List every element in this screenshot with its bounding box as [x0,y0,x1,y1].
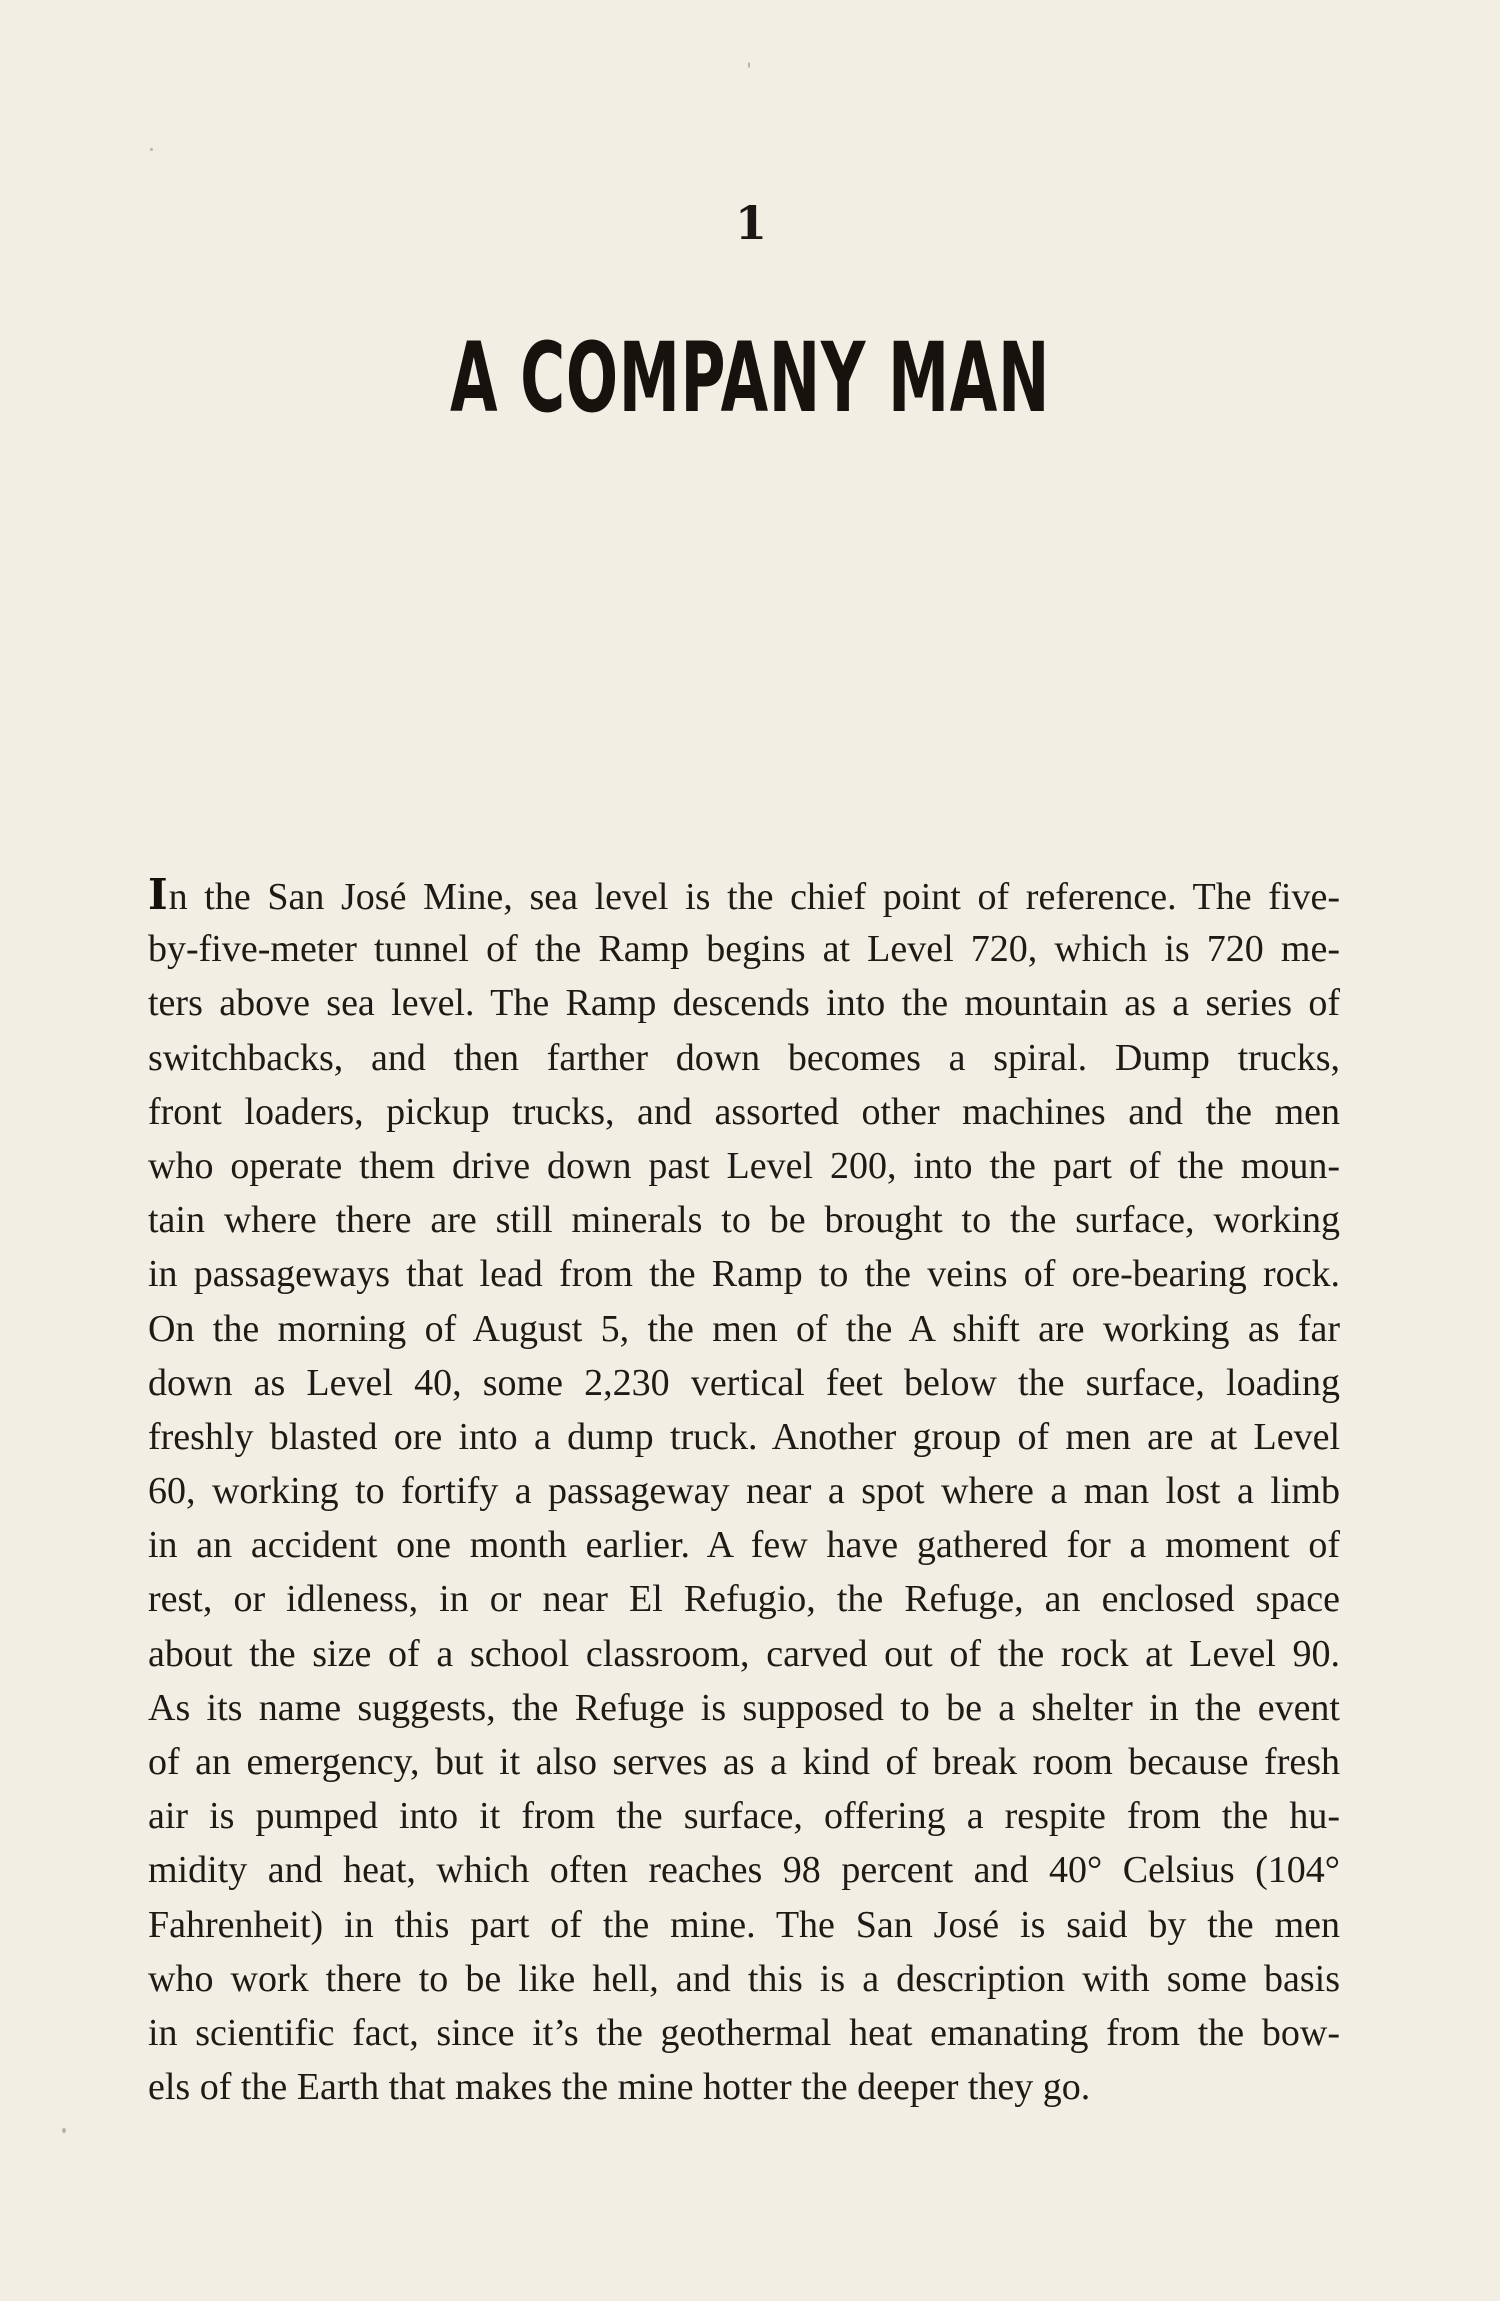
text-line: in scientific fact, since it’s the geothermal heat emanating from the bow- [148,2011,1340,2054]
text-line-1: In the San José Mine, sea level is the chief point of reference. The five- [148,870,1340,919]
text-line: in an accident one month earlier. A few have gathered for a moment of [148,1524,1340,1567]
text-line: about the size of a school classroom, carved out of the rock at Level 90. [148,1632,1340,1675]
text-line: As its name suggests, the Refuge is supposed to be a shelter in the event [148,1686,1340,1729]
text-line: who work there to be like hell, and this is a description with some basis [148,1957,1340,2000]
drop-cap: I [148,870,168,919]
paper-speck [748,62,750,68]
text-line: tain where there are still minerals to be brought to the surface, working [148,1199,1340,1242]
text-line: switchbacks, and then farther down becomes a spiral. Dump trucks, [148,1036,1340,1079]
text-line: of an emergency, but it also serves as a kind of break room because fresh [148,1741,1340,1783]
text-line: who operate them drive down past Level 200, into the part of the moun- [148,1144,1340,1187]
text-line: ters above sea level. The Ramp descends into the mountain as a series of [148,982,1340,1025]
text-line: freshly blasted ore into a dump truck. Another group of men are at Level [148,1415,1340,1458]
text-line: by-five-meter tunnel of the Ramp begins at Level 720, which is 720 me- [148,928,1340,971]
paper-speck [62,2128,66,2133]
text-line: rest, or idleness, in or near El Refugio, the Refuge, an enclosed space [148,1578,1340,1621]
text-line: Fahrenheit) in this part of the mine. The San José is said by the men [148,1903,1340,1946]
text-line: 60, working to fortify a passageway near a spot where a man lost a limb [148,1470,1340,1513]
chapter-title: A COMPANY MAN [449,322,1051,434]
text-line: in passageways that lead from the Ramp to the veins of ore-bearing rock. [148,1253,1340,1296]
text-line: front loaders, pickup trucks, and assorted other machines and the men [148,1090,1340,1133]
text-line: els of the Earth that makes the mine hotter the deeper they go. [148,2066,1091,2109]
text-line: On the morning of August 5, the men of the A shift are working as far [148,1307,1340,1350]
text-line: midity and heat, which often reaches 98 percent and 40° Celsius (104° [148,1849,1340,1892]
chapter-body [148,868,1340,2114]
text-line: down as Level 40, some 2,230 vertical feet below the surface, loading [148,1361,1340,1404]
chapter-number: 1 [734,196,765,250]
paper-speck [150,148,153,151]
text-line: air is pumped into it from the surface, offering a respite from the hu- [148,1795,1340,1838]
